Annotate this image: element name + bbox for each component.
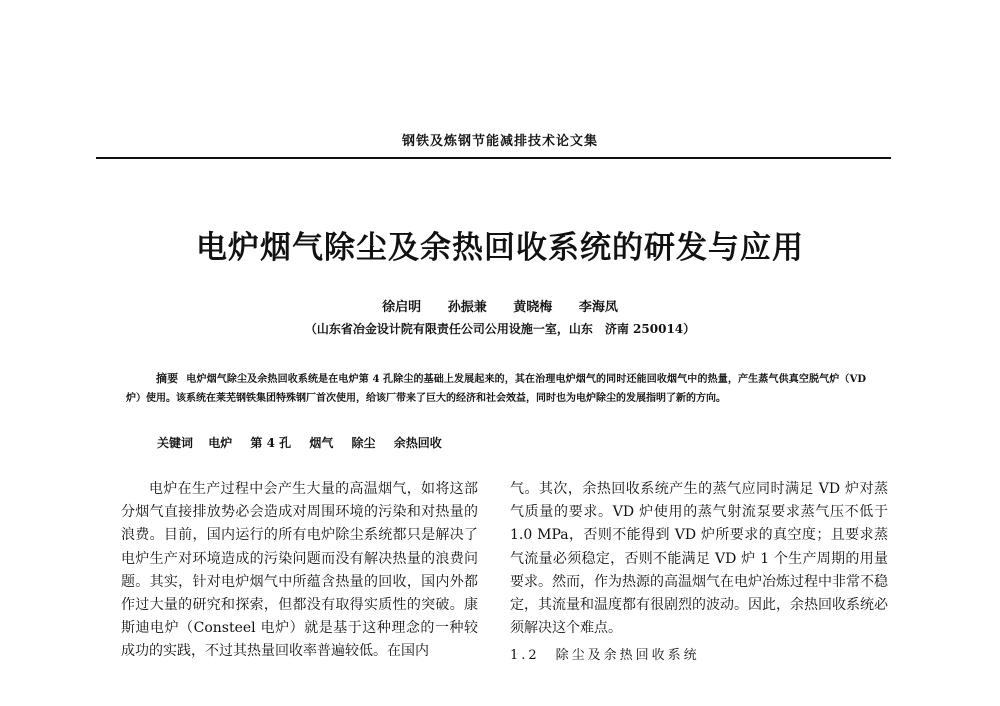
body-column-right [510, 478, 888, 668]
keywords [157, 434, 449, 451]
author-name: 孙振兼 [447, 300, 487, 315]
keyword: 第 4 孔 [250, 436, 292, 450]
keyword: 电炉 [208, 436, 233, 450]
paper-title: 电炉烟气除尘及余热回收系统的研发与应用 [196, 230, 804, 266]
header-rule [96, 157, 891, 159]
author-name: 黄晓梅 [513, 300, 553, 315]
body-paragraph: 气。其次，余热回收系统产生的蒸气应同时满足 VD 炉对蒸气质量的要求。VD 炉使用的蒸气射流泵要求蒸气压不低于 1.0 MPa，否则不能得到 VD 炉所要求的真空度；且要求蒸气流量必须稳定，否则不能满足 VD 炉 1 个生产周期的用量要求。然而，作为热源的高温烟气在电炉冶炼过程中非常不稳定，其流量和温度都有很剧烈的波动。因此，余热回收系统必须解决这个难点。 [510, 481, 888, 637]
keywords-label: 关键词 [157, 436, 194, 450]
author-name: 李海凤 [578, 300, 618, 315]
keyword: 除尘 [351, 436, 376, 450]
author-affiliation: （山东省冶金设计院有限责任公司公用设施一室，山东 济南 250014） [304, 322, 696, 336]
abstract-text: 电炉烟气除尘及余热回收系统是在电炉第 4 孔除尘的基础上发展起来的，其在治理电炉烟气的同时还能回收烟气中的热量，产生蒸气供真空脱气炉（VD 炉）使用。该系统在莱芜钢铁集团特殊钢厂首次使用，给该厂带来了巨大的经济和社会效益，同时也为电炉除尘的发展指明了新的方向。 [126, 374, 867, 404]
section-heading: 1.2 除尘及余热回收系统 [510, 648, 700, 664]
author-name: 徐启明 [382, 300, 422, 315]
journal-header: 钢铁及炼钢节能减排技术论文集 [401, 134, 598, 149]
body-paragraph: 电炉在生产过程中会产生大量的高温烟气，如将这部分烟气直接排放势必会造成对周围环境的污染和对热量的浪费。目前，国内运行的所有电炉除尘系统都只是解决了电炉生产对环境造成的污染问题而没有解决热量的浪费问题。其实，针对电炉烟气中所蕴含热量的回收，国内外都作过大量的研究和探索，但都没有取得实质性的突破。康斯迪电炉（Consteel 电炉）就是基于这种理念的一种较成功的实践，不过其热量回收率普遍较低。在国内 [121, 481, 478, 660]
author-list [0, 296, 1000, 315]
abstract-label: 摘要 [156, 372, 179, 385]
keyword: 烟气 [309, 436, 334, 450]
abstract [126, 369, 866, 408]
body-column-left [121, 478, 478, 664]
keyword: 余热回收 [393, 436, 442, 450]
